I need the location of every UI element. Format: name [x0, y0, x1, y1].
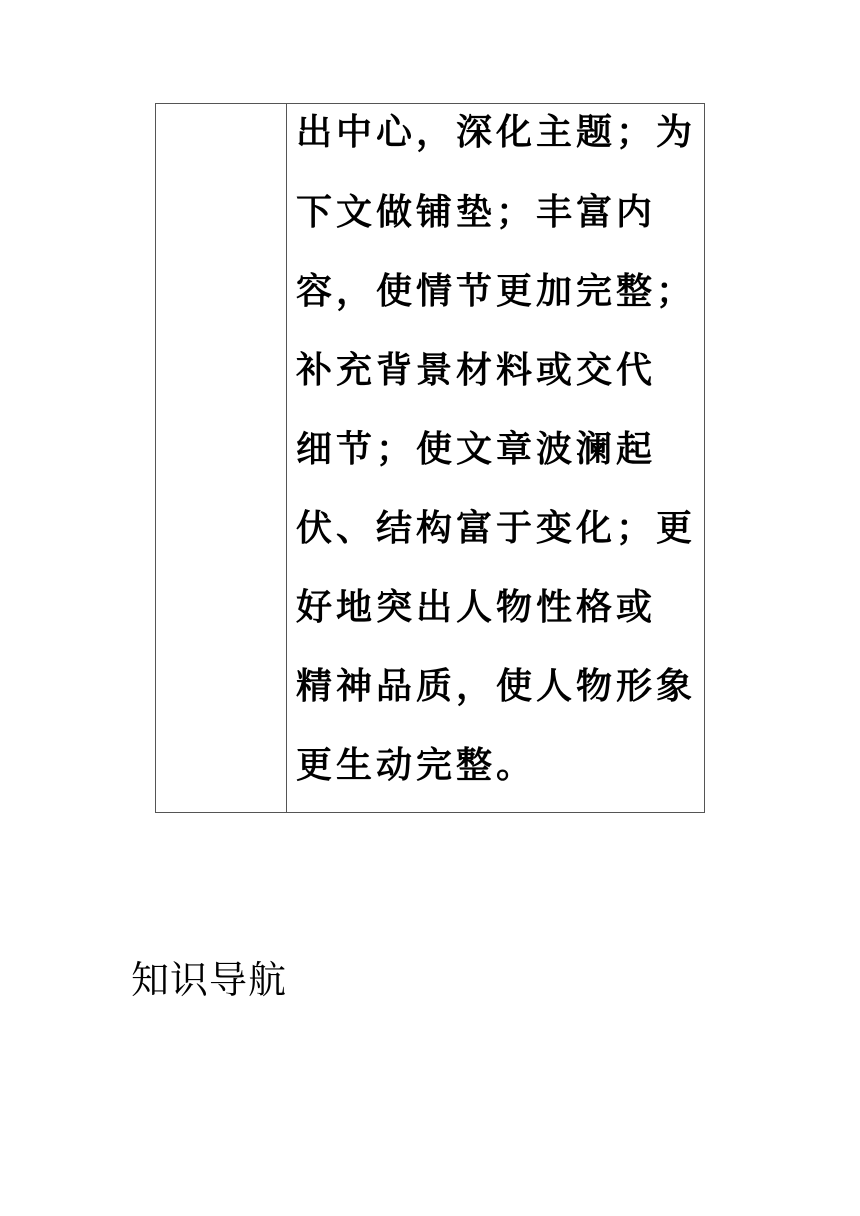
- table-text-line: 精神品质，使人物形象: [296, 665, 697, 707]
- section-heading: 知识导航: [131, 958, 288, 1002]
- table-text-line: 出中心，深化主题；为: [296, 111, 697, 153]
- table-text-line: 更生动完整。: [296, 744, 537, 786]
- table-text-line: 好地突出人物性格或: [296, 586, 657, 628]
- table-text-line: 补充背景材料或交代: [296, 349, 657, 391]
- table-text-line: 容，使情节更加完整；: [296, 270, 697, 312]
- table-text-line: 伏、结构富于变化；更: [296, 507, 697, 549]
- table-text-line: 细节；使文章波澜起: [296, 428, 657, 470]
- table-text-line: 下文做铺垫；丰富内: [296, 191, 657, 233]
- table-left-cell: [156, 104, 287, 812]
